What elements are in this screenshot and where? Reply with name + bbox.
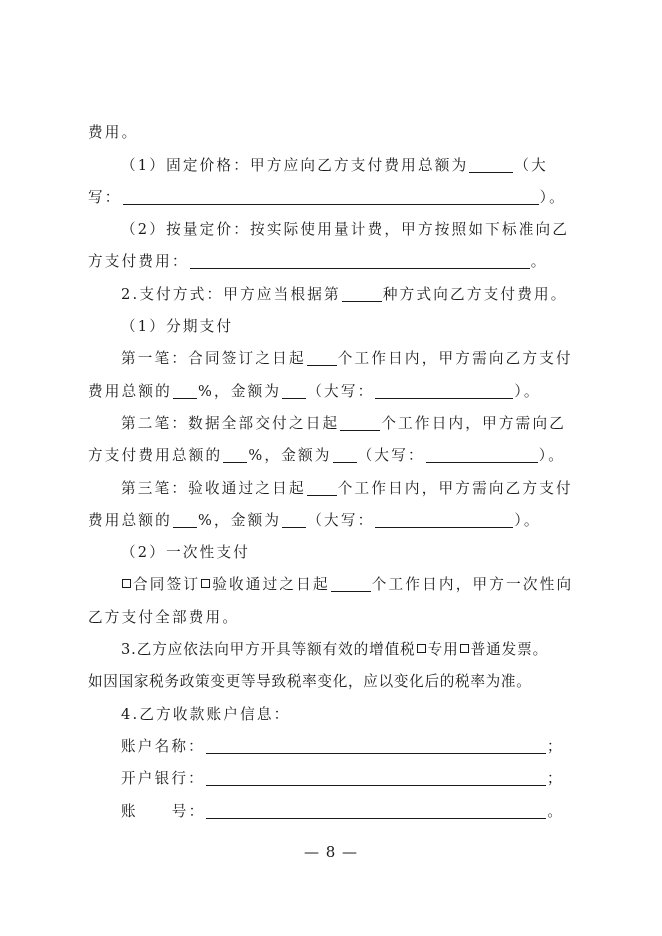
text-line: 2.支付方式：甲方应当根据第 种方式向乙方支付费用。 <box>121 286 568 303</box>
blank-amount-in-words <box>123 187 539 205</box>
text-line: 4.乙方收款账户信息： <box>121 706 291 723</box>
blank-days <box>307 348 337 366</box>
text-line: 账 号： 。 <box>121 803 565 820</box>
text-line: 开户银行： ； <box>121 770 564 787</box>
text-line: 写： ）。 <box>88 189 566 206</box>
text-line: （2）按量定价：按实际使用量计费，甲方按照如下标准向乙 <box>121 221 570 238</box>
text-line: 乙方支付全部费用。 <box>88 609 240 626</box>
blank-days <box>340 413 380 431</box>
text-line: 合同签订 验收通过之日起 个工作日内，甲方一次性向 <box>121 569 607 601</box>
bank-name-field[interactable] <box>206 768 546 786</box>
acceptance-passed-checkbox[interactable] <box>201 579 210 588</box>
text-line: 第一笔：合同签订之日起 个工作日内，甲方需向乙方支付 <box>121 350 573 367</box>
text-line: 费用总额的 %，金额为 （大写： ）。 <box>88 512 541 529</box>
text-line: （2）一次性支付 <box>121 544 251 561</box>
text-line: （1）分期支付 <box>121 318 234 335</box>
blank-amount <box>282 381 306 399</box>
contract-signed-checkbox[interactable] <box>122 579 131 588</box>
ordinary-invoice-checkbox[interactable] <box>460 644 469 653</box>
blank-usage-standard <box>190 251 530 269</box>
account-number-field[interactable] <box>206 801 546 819</box>
page-number: — 8 — <box>303 843 359 861</box>
text-line: 第二笔：数据全部交付之日起 个工作日内，甲方需向乙 <box>121 415 567 432</box>
text-line: （1）固定价格：甲方应向乙方支付费用总额为 （大 <box>121 157 548 174</box>
blank-amount <box>333 445 357 463</box>
text-line: 3.乙方应依法向甲方开具等额有效的增值税 专用 普通发票。 <box>121 641 549 658</box>
blank-days <box>331 574 371 592</box>
blank-amount-in-words <box>426 445 538 463</box>
blank-percent <box>173 510 197 528</box>
blank-percent <box>173 381 197 399</box>
blank-days <box>307 478 337 496</box>
special-invoice-checkbox[interactable] <box>417 644 426 653</box>
text-line: 费用。 <box>88 124 139 141</box>
text-line: 第三笔：验收通过之日起 个工作日内，甲方需向乙方支付 <box>121 480 573 497</box>
blank-amount-in-words <box>375 510 513 528</box>
text-line: 方支付费用总额的 %，金额为 （大写： ）。 <box>88 447 566 464</box>
blank-total-amount <box>469 155 513 173</box>
blank-percent <box>223 445 247 463</box>
text-line: 方支付费用： 。 <box>88 253 548 270</box>
account-name-field[interactable] <box>206 736 546 754</box>
blank-amount-in-words <box>375 381 513 399</box>
text-line: 费用总额的 %，金额为 （大写： ）。 <box>88 383 541 400</box>
blank-amount <box>282 510 306 528</box>
blank-payment-method <box>342 284 382 302</box>
text-line: 账户名称： ； <box>121 738 564 755</box>
text-line: 如因国家税务政策变更等导致税率变化，应以变化后的税率为准。 <box>88 673 532 690</box>
